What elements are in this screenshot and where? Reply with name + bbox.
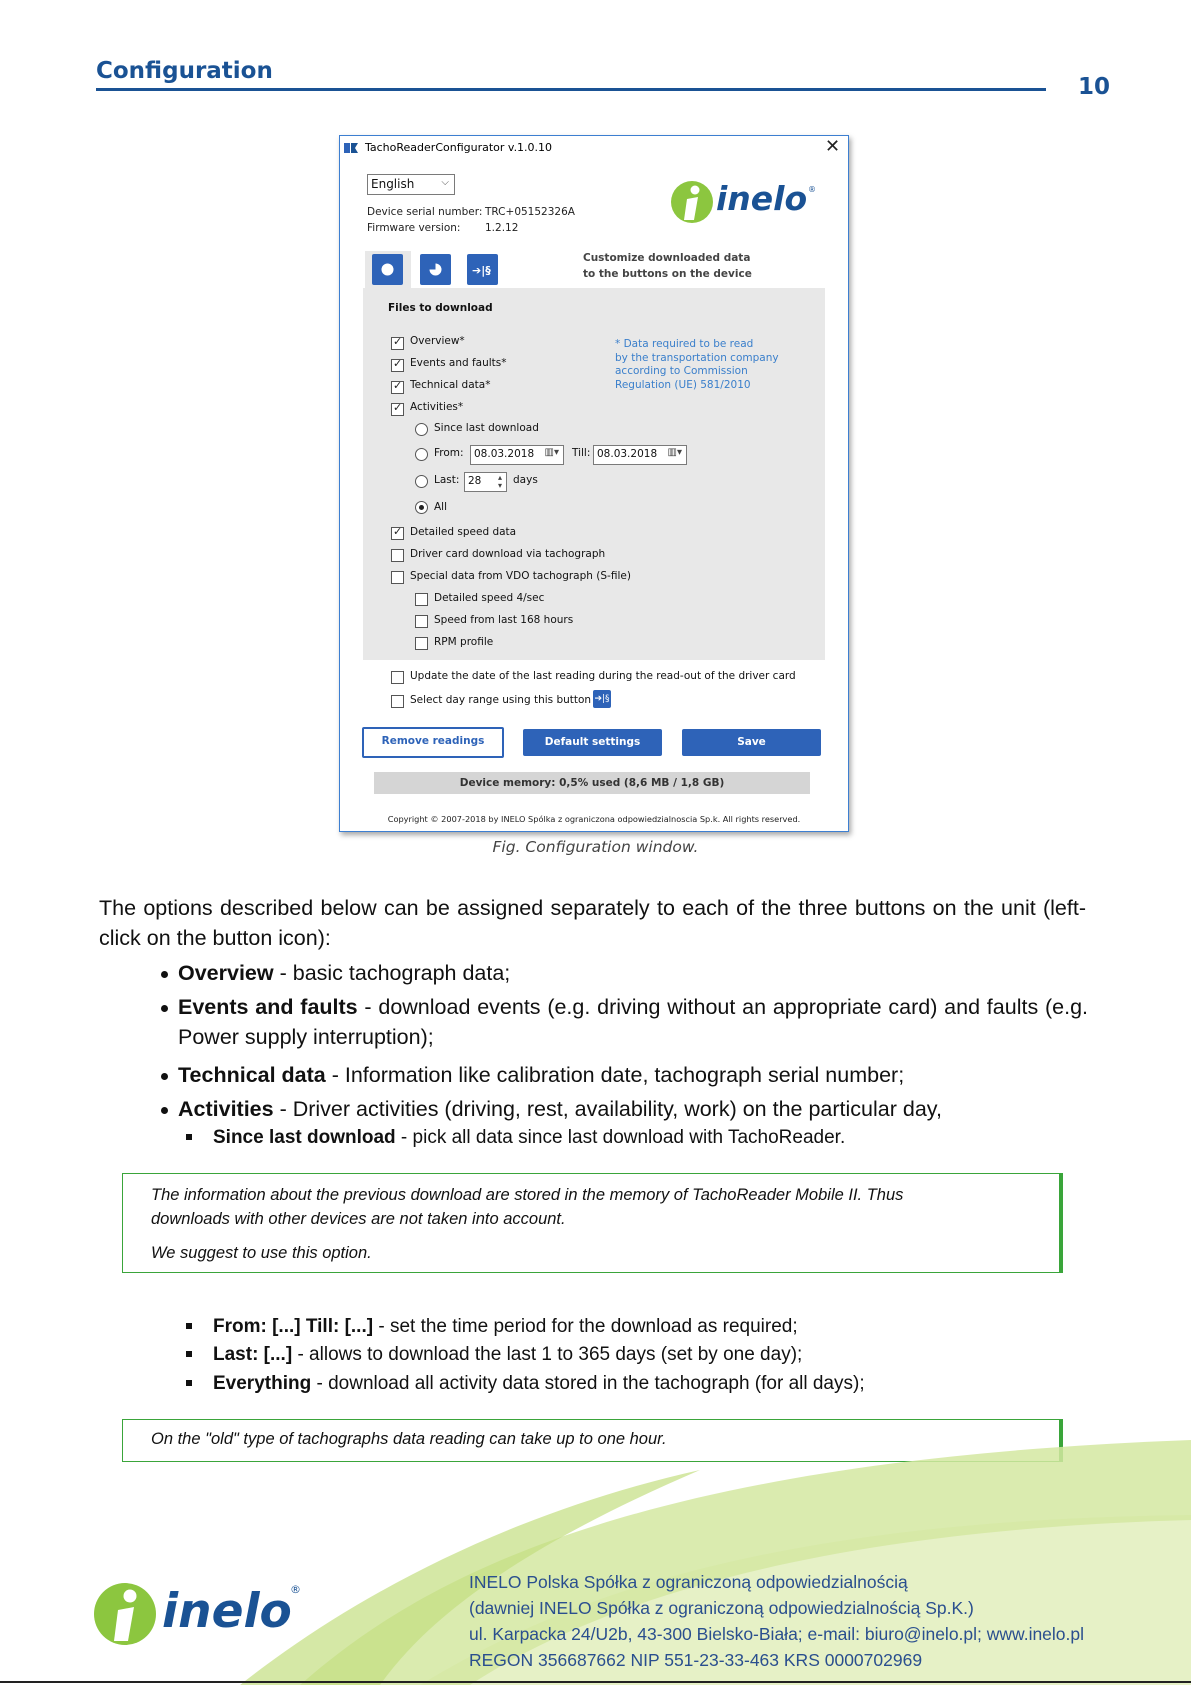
- bullet-technical: [178, 1060, 1088, 1090]
- from-date-value: 08.03.2018: [474, 448, 535, 460]
- note-box-previous-download: [122, 1173, 1063, 1273]
- from-radio[interactable]: [415, 448, 428, 461]
- language-select[interactable]: [367, 174, 455, 195]
- bullet-dot: [161, 1073, 168, 1080]
- note-line: by the transportation company: [615, 351, 779, 364]
- files-heading: Files to download: [388, 302, 493, 314]
- default-settings-button[interactable]: Default settings: [523, 729, 662, 756]
- sub-term: Everything: [213, 1373, 312, 1394]
- all-radio[interactable]: [415, 501, 428, 514]
- copyright-text: Copyright © 2007-2018 by INELO Spólka z ograniczona odpowiedzialnoscia Sp.k. All rights reserved.: [387, 814, 801, 824]
- activities-checkbox[interactable]: [391, 403, 404, 416]
- bullet-desc: - download events (e.g. driving without an appropriate card) and faults (e.g. Power supply interruption);: [178, 995, 1088, 1049]
- stepper-arrows-icon: ▴ ▾: [497, 473, 502, 490]
- rpm-checkbox[interactable]: [415, 637, 428, 650]
- footer-inelo-logo: [94, 1577, 309, 1651]
- device-memory-bar: Device memory: 0,5% used (8,6 MB / 1,8 GB): [374, 772, 810, 794]
- calendar-dropdown-icon: ▥▾: [544, 447, 559, 458]
- footer-company-info: [469, 1569, 1084, 1673]
- remove-readings-button[interactable]: Remove readings: [362, 727, 504, 758]
- chevron-down-icon: ⌵: [441, 177, 449, 188]
- svg-text:®: ®: [808, 185, 816, 194]
- sub-desc: - allows to download the last 1 to 365 days (set by one day);: [292, 1344, 803, 1365]
- detailed-4sec-label: Detailed speed 4/sec: [434, 592, 545, 604]
- sub-desc: - download all activity data stored in the tachograph (for all days);: [311, 1373, 865, 1394]
- inelo-logo: [670, 176, 820, 228]
- bullet-term: Activities: [178, 1097, 274, 1121]
- bullet-desc: - basic tachograph data;: [273, 961, 511, 985]
- sub-term: Last: [...]: [213, 1344, 293, 1365]
- rpm-label: RPM profile: [434, 636, 494, 648]
- driver-card-checkbox[interactable]: [391, 549, 404, 562]
- since-last-radio[interactable]: [415, 423, 428, 436]
- configuration-window: [339, 135, 849, 832]
- sub-bullet-square: [186, 1351, 192, 1357]
- detailed-speed-checkbox[interactable]: [391, 527, 404, 540]
- special-vdo-checkbox[interactable]: [391, 571, 404, 584]
- sub-desc: - set the time period for the download as required;: [373, 1316, 798, 1337]
- page-number: 10: [1078, 74, 1111, 100]
- firmware-value: 1.2.12: [485, 222, 519, 234]
- last-radio[interactable]: [415, 475, 428, 488]
- note-line: On the "old" type of tachographs data reading can take up to one hour.: [151, 1430, 667, 1448]
- technical-checkbox[interactable]: [391, 381, 404, 394]
- bullet-dot: [161, 1005, 168, 1012]
- intro-paragraph: The options described below can be assigned separately to each of the three buttons on the unit (left-click on the button icon):: [99, 896, 1086, 950]
- sub-desc: - pick all data since last download with TachoReader.: [395, 1127, 846, 1148]
- language-value: English: [371, 177, 415, 191]
- last-days-value: 28: [468, 475, 482, 487]
- overview-label: Overview*: [410, 335, 465, 347]
- device-serial-label: Device serial number:: [367, 206, 483, 218]
- footer-logo-wordmark: inelo: [162, 1584, 292, 1639]
- bullet-term: Technical data: [178, 1063, 326, 1087]
- speed-168-checkbox[interactable]: [415, 615, 428, 628]
- till-date-value: 08.03.2018: [597, 448, 658, 460]
- note-line: Regulation (UE) 581/2010: [615, 378, 751, 391]
- bullet-events: [178, 992, 1088, 1052]
- bullet-desc: - Information like calibration date, tachograph serial number;: [325, 1063, 905, 1087]
- logo-wordmark: inelo: [716, 179, 808, 218]
- close-icon[interactable]: ✕: [825, 136, 841, 157]
- note-line: according to Commission: [615, 365, 748, 377]
- header-rule: [96, 88, 1046, 91]
- events-label: Events and faults*: [410, 357, 507, 369]
- note-line: downloads with other devices are not taken into account.: [151, 1210, 566, 1228]
- from-date-picker[interactable]: [470, 445, 564, 465]
- days-label: days: [513, 474, 538, 486]
- detailed-4sec-checkbox[interactable]: [415, 593, 428, 606]
- since-last-label: Since last download: [434, 422, 539, 434]
- figure-caption: Fig. Configuration window.: [492, 838, 699, 856]
- tab-button-1[interactable]: [372, 254, 403, 285]
- note-line: The information about the previous download are stored in the memory of TachoReader Mobile II. Thus: [151, 1186, 904, 1204]
- bullet-term: Overview: [178, 961, 274, 985]
- select-range-checkbox[interactable]: [391, 695, 404, 708]
- app-icon: [344, 141, 360, 155]
- note-line: * Data required to be read: [615, 338, 754, 350]
- bullet-overview: [178, 958, 1088, 988]
- sub-bullet-square: [186, 1323, 192, 1329]
- till-date-picker[interactable]: [593, 445, 687, 465]
- detailed-speed-label: Detailed speed data: [410, 526, 517, 538]
- sub-from-till: [213, 1316, 798, 1338]
- driver-card-label: Driver card download via tachograph: [410, 548, 606, 560]
- bullet-term: Events and faults: [178, 995, 358, 1019]
- technical-label: Technical data*: [410, 379, 491, 391]
- special-vdo-label: Special data from VDO tachograph (S-file): [410, 570, 631, 582]
- update-date-label: Update the date of the last reading during the read-out of the driver card: [410, 670, 796, 682]
- bottom-border: [0, 1681, 1191, 1683]
- speed-168-label: Speed from last 168 hours: [434, 614, 574, 626]
- calendar-dropdown-icon: ▥▾: [667, 447, 682, 458]
- device-serial-value: TRC+05152326A: [485, 206, 575, 218]
- bullet-activities: [178, 1094, 1088, 1124]
- sub-bullet-square: [186, 1134, 192, 1140]
- bullet-desc: - Driver activities (driving, rest, availability, work) on the particular day,: [273, 1097, 942, 1121]
- from-label: From:: [434, 447, 464, 459]
- till-label: Till:: [572, 447, 591, 459]
- bullet-dot: [161, 971, 168, 978]
- window-title: TachoReaderConfigurator v.1.0.10: [365, 141, 553, 154]
- last-label: Last:: [434, 474, 460, 486]
- update-date-checkbox[interactable]: [391, 671, 404, 684]
- footer-line: (dawniej INELO Spółka z ograniczoną odpowiedzialnością Sp.K.): [469, 1598, 974, 1618]
- tab-button-2[interactable]: [420, 254, 451, 285]
- select-range-label: Select day range using this button: [410, 694, 592, 706]
- footer-line: REGON 356687662 NIP 551-23-33-463 KRS 0000702969: [469, 1650, 923, 1670]
- sub-last: [213, 1344, 802, 1366]
- last-days-stepper[interactable]: [464, 472, 507, 492]
- sub-since-last: [213, 1127, 845, 1149]
- all-label: All: [434, 501, 448, 513]
- activities-label: Activities*: [410, 401, 464, 413]
- bullet-dot: [161, 1107, 168, 1114]
- sub-term: From: [...] Till: [...]: [213, 1316, 374, 1337]
- required-note: [615, 338, 779, 392]
- note-line: We suggest to use this option.: [151, 1244, 372, 1262]
- tab-button-3[interactable]: [467, 254, 498, 285]
- svg-text:®: ®: [290, 1583, 301, 1596]
- customize-text-2: to the buttons on the device: [583, 268, 752, 280]
- day-range-button-icon: ➔|§: [593, 690, 611, 708]
- section-title: Configuration: [96, 58, 273, 84]
- overview-checkbox[interactable]: [391, 337, 404, 350]
- firmware-label: Firmware version:: [367, 222, 461, 234]
- sub-term: Since last download: [213, 1127, 396, 1148]
- customize-text-1: Customize downloaded data: [583, 252, 751, 264]
- sub-everything: [213, 1373, 865, 1395]
- svg-text:➔|§: ➔|§: [472, 264, 491, 277]
- events-checkbox[interactable]: [391, 359, 404, 372]
- footer-line: ul. Karpacka 24/U2b, 43-300 Bielsko-Biała; e-mail: biuro@inelo.pl; www.inelo.pl: [469, 1624, 1085, 1644]
- save-button[interactable]: Save: [682, 729, 821, 756]
- footer-line: INELO Polska Spółka z ograniczoną odpowiedzialnością: [469, 1572, 908, 1592]
- sub-bullet-square: [186, 1380, 192, 1386]
